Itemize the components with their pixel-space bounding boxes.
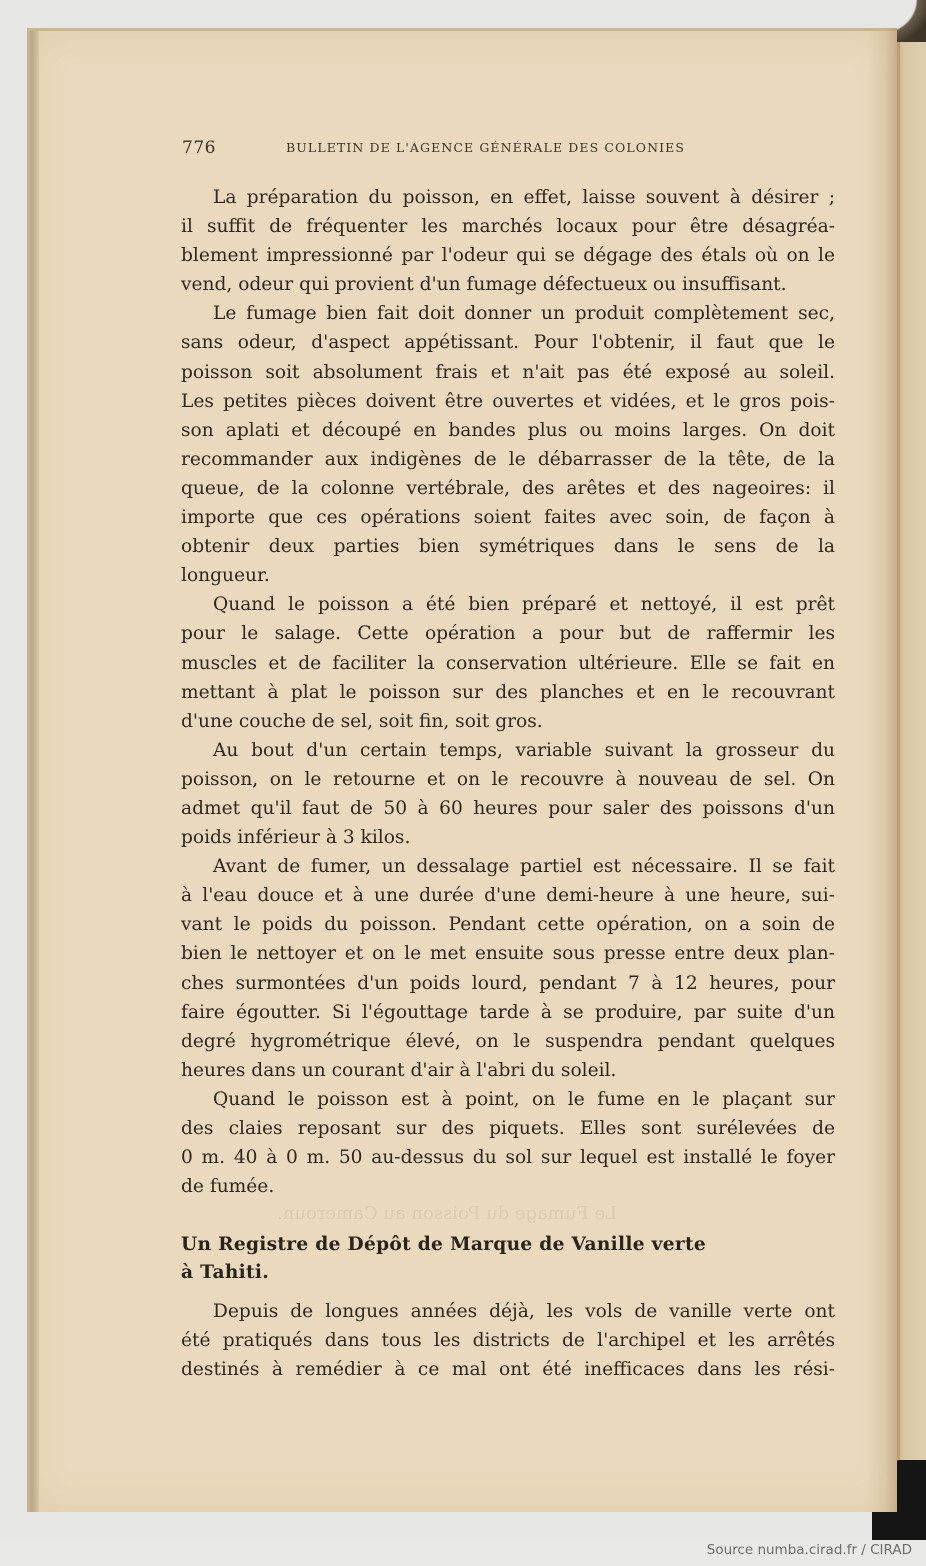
- text-line: mettant à plat le poisson sur des planches et en le recouvrant: [181, 681, 835, 703]
- text-line: été pratiqués dans tous les districts de l'archipel et les arrêtés: [181, 1330, 835, 1352]
- page-edge-top: [27, 28, 897, 31]
- page-fold-line: [897, 8, 900, 1508]
- text-line: Depuis de longues années déjà, les vols de vanille verte ont: [213, 1301, 835, 1323]
- text-line: de fumée.: [181, 1176, 275, 1198]
- text-line: destinés à remédier à ce mal ont été inefficaces dans les rési-: [181, 1359, 835, 1381]
- journal-title: BULLETIN DE L'AGENCE GÉNÉRALE DES COLONIES: [286, 140, 686, 155]
- text-line: muscles et de faciliter la conservation ultérieure. Elle se fait en: [181, 652, 835, 674]
- paragraph: [181, 1085, 835, 1201]
- text-line: à l'eau douce et à une durée d'une demi-heure à une heure, sui-: [181, 885, 835, 907]
- text-line: Quand le poisson est à point, on le fume en le plaçant sur: [213, 1088, 835, 1110]
- text-line: Le fumage bien fait doit donner un produit complètement sec,: [213, 303, 835, 325]
- text-line: recommander aux indigènes de le débarrasser de la tête, de la: [181, 448, 835, 470]
- text-line: admet qu'il faut de 50 à 60 heures pour saler des poissons d'un: [181, 797, 835, 819]
- section-heading: [181, 1231, 835, 1287]
- text-line: son aplati et découpé en bandes plus ou moins larges. On doit: [181, 419, 835, 441]
- text-line: 0 m. 40 à 0 m. 50 au-dessus du sol sur lequel est installé le foyer: [181, 1147, 835, 1169]
- text-line: obtenir deux parties bien symétriques dans le sens de la: [181, 536, 835, 558]
- text-line: Au bout d'un certain temps, variable suivant la grosseur du: [213, 739, 835, 761]
- paragraph: [181, 299, 835, 590]
- text-line: queue, de la colonne vertébrale, des arêtes et des nageoires: il: [181, 477, 835, 499]
- text-line: ches surmontées d'un poids lourd, pendant 7 à 12 heures, pour: [181, 972, 835, 994]
- text-line: Les petites pièces doivent être ouvertes et vidées, et le gros pois-: [181, 390, 835, 412]
- text-line: faire égoutter. Si l'égouttage tarde à se produire, par suite d'un: [181, 1001, 835, 1023]
- section-paragraph: [181, 1297, 835, 1384]
- text-line: longueur.: [181, 565, 270, 587]
- section-heading-line: à Tahiti.: [181, 1262, 270, 1284]
- source-credit: Source numba.cirad.fr / CIRAD: [706, 1542, 912, 1558]
- paragraph: [181, 590, 835, 735]
- text-line: poids inférieur à 3 kilos.: [181, 827, 411, 849]
- text-line: heures dans un courant d'air à l'abri du soleil.: [181, 1059, 617, 1081]
- text-line: blement impressionné par l'odeur qui se dégage des étals où on le: [181, 245, 835, 267]
- page-number: 776: [182, 138, 216, 158]
- body-text: [181, 183, 835, 1385]
- text-line: il suffit de fréquenter les marchés locaux pour être désagréa-: [181, 216, 835, 238]
- text-line: Quand le poisson a été bien préparé et nettoyé, il est prêt: [213, 594, 835, 616]
- text-line: bien le nettoyer et on le met ensuite sous presse entre deux plan-: [181, 943, 835, 965]
- text-line: poisson soit absolument frais et n'ait pas été exposé au soleil.: [181, 361, 835, 383]
- text-line: des claies reposant sur des piquets. Elles sont surélevées de: [181, 1118, 835, 1139]
- text-line: pour le salage. Cette opération a pour but de raffermir les: [181, 623, 835, 645]
- text-line: La préparation du poisson, en effet, laisse souvent à désirer ;: [213, 187, 835, 208]
- section-heading-line: Un Registre de Dépôt de Marque de Vanille verte: [181, 1234, 707, 1256]
- text-line: poisson, on le retourne et on le recouvre à nouveau de sel. On: [181, 768, 835, 790]
- paragraph: [181, 736, 835, 852]
- text-line: d'une couche de sel, soit fin, soit gros.: [181, 710, 543, 732]
- page-edge-left: [27, 28, 39, 1512]
- text-line: vant le poids du poisson. Pendant cette opération, on a soin de: [181, 914, 835, 936]
- scanned-page: [27, 28, 897, 1512]
- text-line: sans odeur, d'aspect appétissant. Pour l'obtenir, il faut que le: [181, 332, 835, 354]
- paragraph: [181, 852, 835, 1085]
- text-line: degré hygrométrique élevé, on le suspendra pendant quelques: [181, 1030, 835, 1052]
- running-head: [182, 138, 742, 162]
- bleed-through-heading: Le Fumage du Poisson au Cameroun.: [277, 1203, 618, 1224]
- page-curl-shadow: [867, 28, 897, 1512]
- text-line: vend, odeur qui provient d'un fumage défectueux ou insuffisant.: [181, 274, 787, 296]
- text-line: Avant de fumer, un dessalage partiel est nécessaire. Il se fait: [213, 856, 835, 878]
- text-line: importe que ces opérations soient faites avec soin, de façon à: [181, 507, 835, 529]
- paragraph: [181, 183, 835, 299]
